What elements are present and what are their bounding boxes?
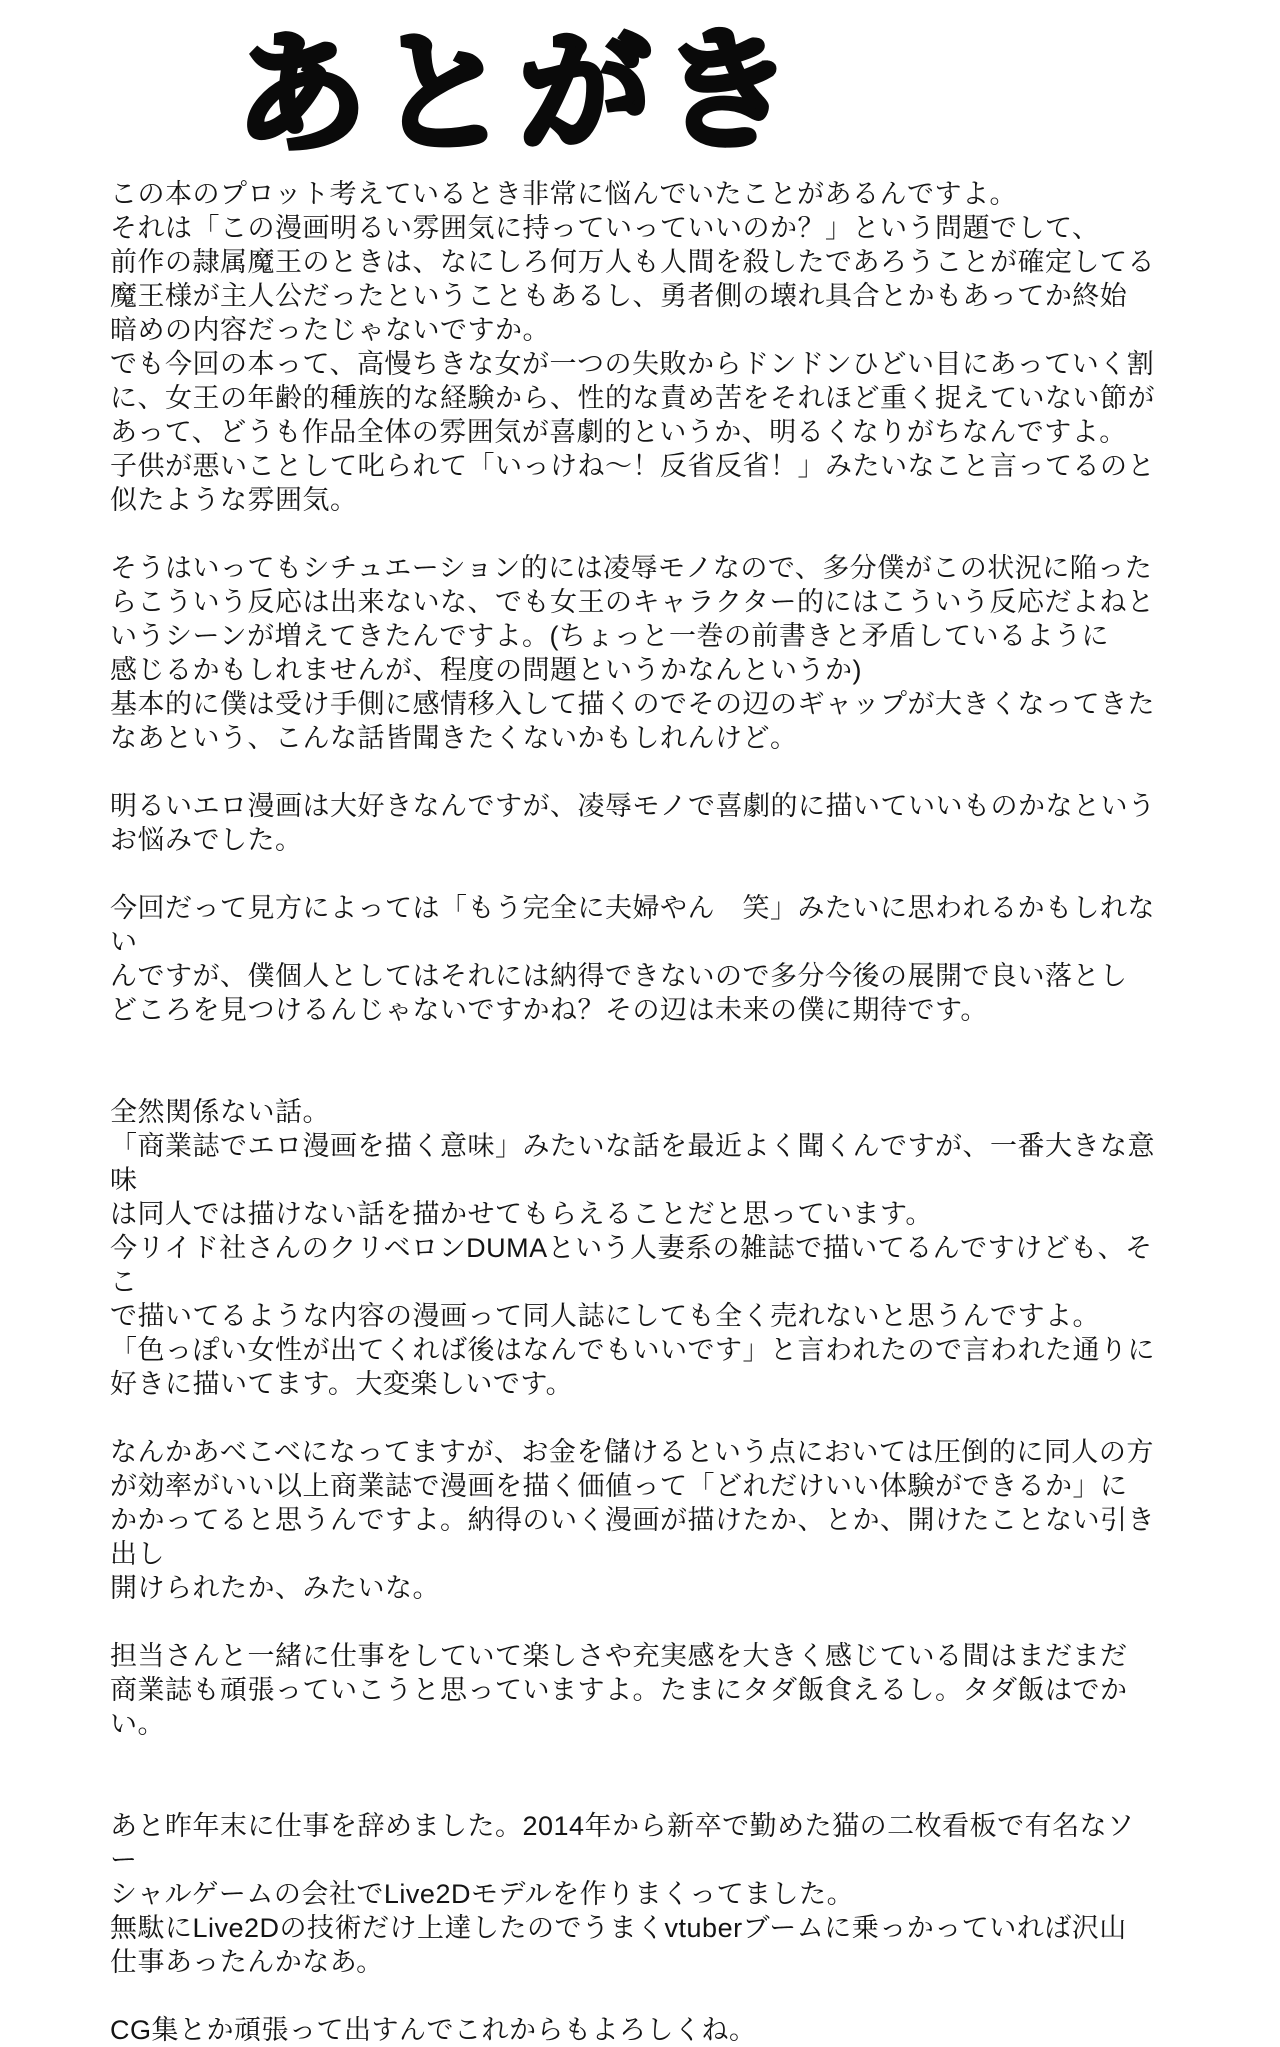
text-line: そうはいってもシチュエーション的には凌辱モノなので、多分僕がこの状況に陥った [110,553,1153,584]
text-line: 前作の隷属魔王のときは、なにしろ何万人も人間を殺したであろうことが確定してる [110,247,1155,278]
text-line: んですが、僕個人としてはそれには納得できないので多分今後の展開で良い落とし [110,961,1128,992]
text-line: お悩みでした。 [110,825,303,856]
text-line [110,1741,1160,1775]
text-line [110,857,1160,891]
text-line [110,1027,1160,1061]
text-line: 魔王様が主人公だったということもあるし、勇者側の壊れ具合とかもあってか終始 [110,281,1128,312]
text-line [110,1061,1160,1095]
text-line: で描いてるような内容の漫画って同人誌にしても全く売れないと思うんですよ。 [110,1301,1100,1332]
afterword-page [0,16,1280,2046]
text-line: シャルゲームの会社でLive2Dモデルを作りまくってました。 [110,1879,855,1910]
text-line: らこういう反応は出来ないな、でも女王のキャラクター的にはこういう反応だよねと [110,587,1155,618]
text-line: 基本的に僕は受け手側に感情移入して描くのでその辺のギャップが大きくなってきた [110,689,1155,720]
text-line: 仕事あったんかなあ。 [110,1947,384,1978]
page-title: あとがき [234,16,804,169]
text-line: あって、どうも作品全体の雰囲気が喜劇的というか、明るくなりがちなんですよ。 [110,417,1127,448]
text-line: 明るいエロ漫画は大好きなんですが、凌辱モノで喜劇的に描いていいものかなという [110,791,1156,822]
text-line: どころを見つけるんじゃないですかね？その辺は未来の僕に期待です。 [110,995,988,1026]
text-line [110,1979,1160,2013]
text-line: 感じるかもしれませんが、程度の問題というかなんというか) [110,655,862,686]
text-line [110,1401,1160,1435]
text-line: 子供が悪いことして叱られて「いっけね〜！反省反省！」みたいなこと言ってるのと [110,451,1155,482]
text-line: 担当さんと一緒に仕事をしていて楽しさや充実感を大きく感じている間はまだまだ [110,1641,1128,1672]
text-line: それは「この漫画明るい雰囲気に持っていっていいのか？」という問題でして、 [110,213,1100,244]
text-line: 無駄にLive2Dの技術だけ上達したのでうまくvtuberブームに乗っかっていれば沢山 [110,1913,1127,1944]
afterword-text-block [110,177,1160,2047]
text-line: なんかあべこべになってますが、お金を儲けるという点においては圧倒的に同人の方 [110,1437,1154,1468]
text-line: あと昨年末に仕事を辞めました。2014年から新卒で勤めた猫の二枚看板で有名なソー [110,1811,1135,1876]
text-line: に、女王の年齢的種族的な経験から、性的な責め苦をそれほど重く捉えていない節が [110,383,1155,414]
text-line: は同人では描けない話を描かせてもらえることだと思っています。 [110,1199,933,1230]
text-line: 「色っぽい女性が出てくれば後はなんでもいいです」と言われたので言われた通りに [110,1335,1155,1366]
text-line: 全然関係ない話。 [110,1097,330,1128]
text-line: 今リイド社さんのクリベロンDUMAという人妻系の雑誌で描いてるんですけども、そこ [110,1233,1153,1298]
text-line: なあという、こんな話皆聞きたくないかもしれんけど。 [110,723,798,754]
text-line: 商業誌も頑張っていこうと思っていますよ。たまにタダ飯食えるし。タダ飯はでかい。 [110,1675,1128,1740]
text-line: かかってると思うんですよ。納得のいく漫画が描けたか、とか、開けたことない引き出し [110,1505,1155,1570]
text-line [110,1775,1160,1809]
text-line: この本のプロット考えているとき非常に悩んでいたことがあるんですよ。 [110,179,1017,210]
text-line: 今回だって見方によっては「もう完全に夫婦やん 笑」みたいに思われるかもしれない [110,893,1155,958]
text-line [110,517,1160,551]
text-line [110,1605,1160,1639]
text-line: いうシーンが増えてきたんですよ。(ちょっと一巻の前書きと矛盾しているように [110,621,1109,652]
text-line: 開けられたか、みたいな。 [110,1573,440,1604]
text-line: 暗めの内容だったじゃないですか。 [110,315,550,346]
text-line: 「商業誌でエロ漫画を描く意味」みたいな話を最近よく聞くんですが、一番大きな意味 [110,1131,1155,1196]
text-line [110,755,1160,789]
text-line: 好きに描いてます。大変楽しいです。 [110,1369,574,1400]
text-line: でも今回の本って、高慢ちきな女が一つの失敗からドンドンひどい目にあっていく割 [110,349,1155,380]
text-line: が効率がいい以上商業誌で漫画を描く価値って「どれだけいい体験ができるか」に [110,1471,1128,1502]
text-line: CG集とか頑張って出すんでこれからもよろしくね。 [110,2015,757,2046]
text-line: 似たような雰囲気。 [110,485,358,516]
